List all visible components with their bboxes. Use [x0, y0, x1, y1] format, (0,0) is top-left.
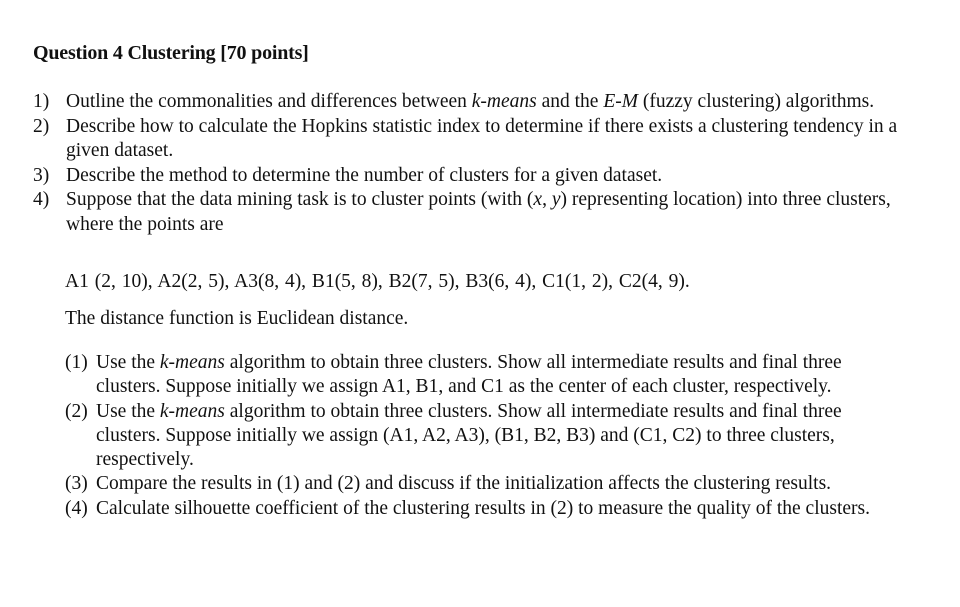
- item-text: and the: [536, 91, 604, 112]
- item-text: ) representing location) into three clusters, where the points are: [66, 189, 891, 235]
- subquestion-item-4: [65, 497, 895, 521]
- distance-note: The distance function is Euclidean distance.: [65, 308, 409, 329]
- item-emphasis: y: [551, 189, 561, 210]
- item-text: Outline the commonalities and differences between: [66, 91, 472, 112]
- item-number: 3): [33, 164, 50, 186]
- item-text: Describe the method to determine the number of clusters for a given dataset.: [66, 164, 663, 186]
- item-number: 2): [33, 115, 50, 137]
- subitem-emphasis: k-means: [159, 352, 225, 373]
- question-title: Question 4 Clustering [70 points]: [33, 42, 309, 64]
- item-text: ,: [542, 189, 552, 210]
- question-item-3: [33, 164, 913, 189]
- subitem-number: (1): [65, 352, 88, 373]
- subitem-text: algorithm to obtain three clusters. Show all intermediate results and final three clusters. Suppose initially we assign A1, B1, and C1 as the center of each cluster, respectively.: [96, 352, 842, 398]
- item-emphasis: k-means: [471, 91, 537, 112]
- subquestion-item-2: [65, 400, 895, 473]
- subquestion-item-3: [65, 472, 895, 496]
- question-item-4: [33, 188, 913, 237]
- item-number: 1): [33, 91, 50, 112]
- item-text: Describe how to calculate the Hopkins statistic index to determine if there exists a clustering tendency in a given dataset.: [66, 115, 898, 161]
- question-item-2: [33, 115, 913, 164]
- subitem-text: Use the: [96, 352, 160, 373]
- subitem-emphasis: k-means: [159, 400, 225, 422]
- item-emphasis: E-M: [603, 91, 638, 112]
- item-number: 4): [33, 189, 50, 210]
- item-text: (fuzzy clustering) algorithms.: [638, 91, 875, 112]
- question-list: [33, 90, 913, 237]
- subitem-text: algorithm to obtain three clusters. Show all intermediate results and final three clusters. Suppose initially we assign (A1, A2, A3), (B1, B2, B3) and (C1, C2) to three clusters, respectively.: [96, 400, 842, 471]
- subitem-text: Use the: [96, 400, 160, 422]
- subitem-number: (2): [65, 400, 88, 422]
- subquestion-item-1: [65, 351, 895, 400]
- question-item-1: [33, 90, 913, 115]
- points-list: A1 (2, 10), A2(2, 5), A3(8, 4), B1(5, 8), B2(7, 5), B3(6, 4), C1(1, 2), C2(4, 9).: [65, 271, 690, 292]
- subitem-number: (3): [65, 473, 88, 495]
- subitem-text: Calculate silhouette coefficient of the clustering results in (2) to measure the quality of the clusters.: [96, 497, 870, 519]
- subitem-number: (4): [65, 497, 88, 519]
- subquestion-list: [65, 351, 895, 521]
- item-emphasis: x: [533, 189, 543, 210]
- item-text: Suppose that the data mining task is to cluster points (with (: [66, 189, 534, 210]
- subitem-text: Compare the results in (1) and (2) and discuss if the initialization affects the clustering results.: [96, 473, 832, 495]
